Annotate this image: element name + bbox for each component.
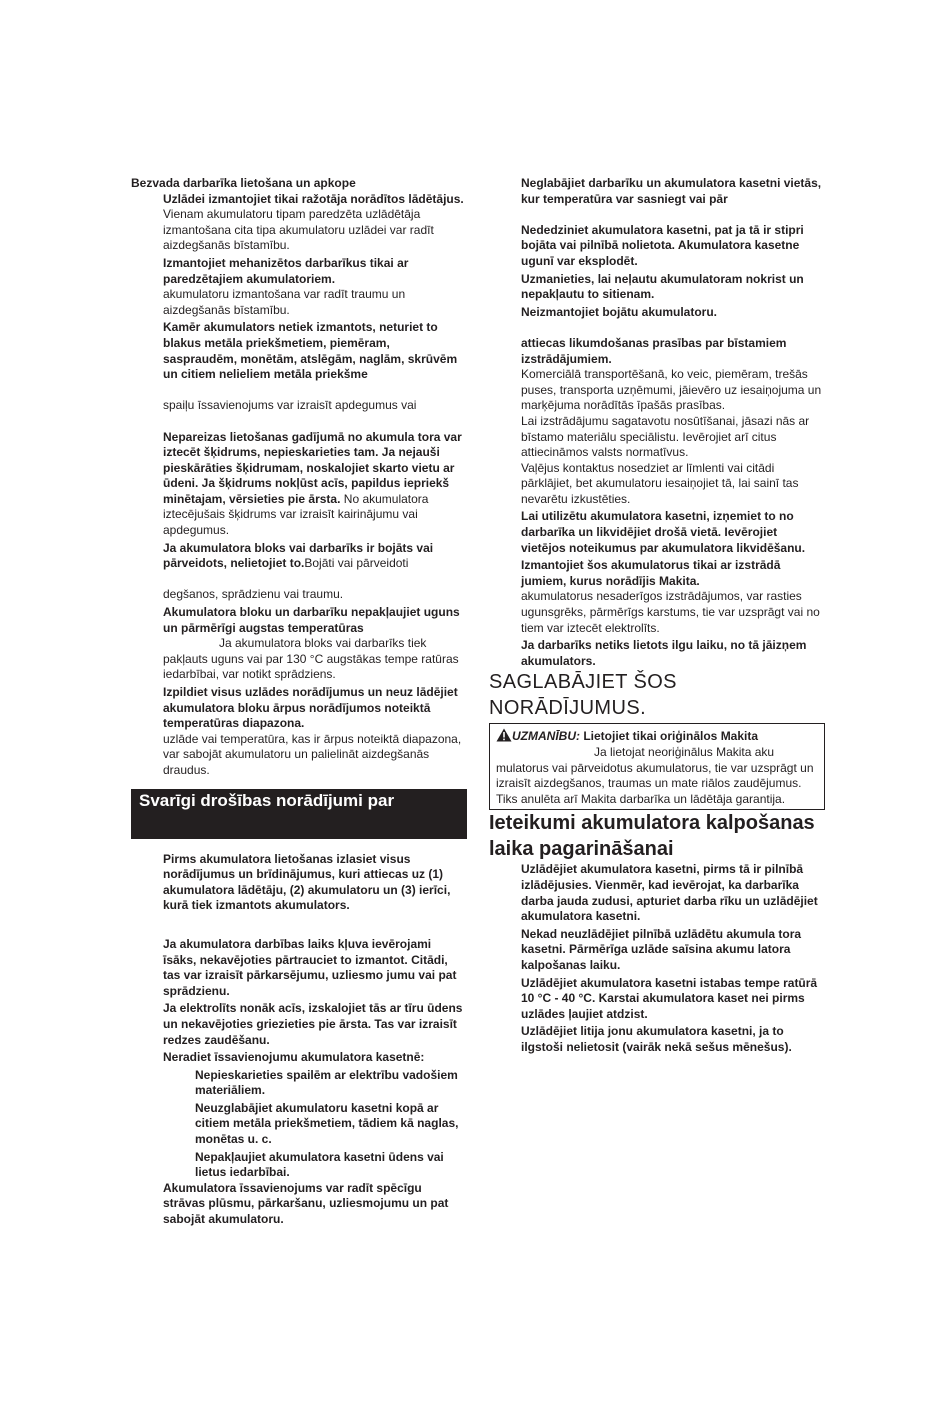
safety-banner: Svarīgi drošības norādījumi par: [131, 789, 467, 839]
paragraph-no-drop: Uzmanieties, lai neļautu akumulatoram nokrist un nepakļautu to sitienam.: [521, 271, 804, 302]
list-item: Neuzglabājiet akumulatoru kasetni kopā ar citiem metāla priekšmetiem, tādiem kā naglas, monētas u. c.: [195, 1100, 459, 1147]
tip-item: Uzlādējiet akumulatora kasetni, pirms tā ir pilnībā izlādējusies. Vienmēr, kad ievērojat, ka darbarīka darba jauda zudusi, apturiet darba rīku un uzlādējiet akumulatora kasetni.: [521, 862, 818, 924]
paragraph-makita-only: Izmantojiet šos akumulatorus tikai ar izstrādā jumiem, kurus norādījis Makita. akumulatorus nesaderīgos izstrādājumos, var rasties ugunsgrēks, pārmērīgs karstums, tie var uzsprāgt vai no tiem var iztecēt elektrolīts.: [521, 558, 820, 635]
tip-item: Uzlādējiet akumulatora kasetni istabas tempe ratūrā 10 °C - 40 °C. Karstai akumulatora kaset nei pirms uzlādes ļaujiet atdzist.: [521, 975, 818, 1021]
save-instructions-title: SAGLABĀJIET ŠOS NORĀDĪJUMUS.: [489, 671, 677, 720]
paragraph-short-circuit-effects: Akumulatora īssavienojums var radīt spēcīgu strāvas plūsmu, pārkaršanu, uzliesmojumu un pat sabojāt akumulatoru.: [163, 1180, 449, 1227]
paragraph-charger: Uzlādei izmantojiet tikai ražotāja norādītos lādētājus. Vienam akumulatoru tipam paredzēta uzlādētāja izmantošana cita tipa akumulatoru uzlādei var radīt aizdegšanās bīstamību.: [163, 191, 464, 253]
paragraph-damaged: Ja akumulatora bloks vai darbarīks ir bojāts vai pārveidots, nelietojiet to.Bojāti vai pārveidoti: [163, 540, 434, 571]
paragraph-operating-time: Ja akumulatora darbības laiks kļuva ievērojami īsāks, nekavējoties pārtrauciet to izmantot. Citādi, tas var izraisīt pārkarsējumu, uzliesmo jumu vai pat sprādzienu.: [163, 936, 457, 998]
paragraph-long-storage: Ja darbarīks netiks lietots ilgu laiku, no tā jāizņem akumulators.: [521, 638, 807, 668]
tip-item: Nekad neuzlādējiet pilnībā uzlādētu akumula tora kasetni. Pārmērīga uzlāde saīsina akumu latora kalpošanas laiku.: [521, 926, 802, 972]
paragraph-fire: Akumulatora bloku un darbarīku nepakļaujiet uguns un pārmērīgi augstas temperatūras Ja akumulatora bloks vai darbarīks tiek pakļauts uguns vai par 130 °C augstākas tempe ratūras iedarbībai, var notikt sprādziens.: [163, 605, 460, 682]
list-item: Nepakļaujiet akumulatora kasetni ūdens vai lietus iedarbībai.: [195, 1149, 444, 1180]
paragraph-shipping: Lai izstrādājumu sagatavotu nosūtīšanai, jāsazi nās ar bīstamo materiālu speciālistu. Ievērojiet arī citus attiecināmos valsts normatīvus.: [521, 413, 810, 460]
tip-item: Uzlādējiet litija jonu akumulatora kasetni, ja to ilgstoši nelietosit (vairāk nekā sešus mēnešus).: [521, 1024, 792, 1054]
paragraph-dangerous-goods: attiecas likumdošanas prasības par bīstamiem izstrādājumiem.: [521, 335, 787, 366]
caution-bold: Lietojiet tikai oriģinālos Makita: [580, 729, 759, 744]
paragraph-short-circuit: spaiļu īssavienojums var izraisīt apdegumus vai: [163, 398, 417, 413]
caution-word: UZMANĪBU:: [512, 729, 580, 744]
paragraph-no-short-circuit: Neradiet īssavienojumu akumulatora kasetnē:: [163, 1050, 425, 1065]
section-heading: Bezvada darbarīka lietošana un apkope: [131, 176, 356, 190]
paragraph-contacts: Vaļējus kontaktus nosedziet ar līmlenti vai citādi pārklājiet, bet akumulatoru iesaiņojiet tā, lai sainī tas nevarētu izkustēties.: [521, 460, 799, 506]
tips-title: Ieteikumi akumulatora kalpošanas laika pagarināšanai: [489, 812, 815, 861]
left-column: [131, 176, 467, 1228]
paragraph-metal-objects: Kamēr akumulators netiek izmantots, neturiet to blakus metāla priekšmetiem, piemēram, saspraudēm, monētām, atslēgām, naglām, skrūvēm un citiem nelieliem metāla priekšme: [163, 320, 458, 382]
list-item: Nepieskarieties spailēm ar elektrību vadošiem materiāliem.: [195, 1067, 458, 1098]
paragraph-liquid: Nepareizas lietošanas gadījumā no akumula tora var iztecēt šķidrums, nepieskarieties tam. Ja nejauši pieskārāties šķidrumam, noskalojiet skarto vietu ar ūdeni. Ja šķidrums nokļūst acīs, papildus iepriekš minētajam, vērsieties pie ārsta. No akumulatora iztecējušais šķidrums var izraisīt kairinājumu vai apdegumus.: [163, 429, 462, 538]
paragraph-transport: Komerciālā transportēšanā, ko veic, piemēram, trešās puses, transporta uzņēmumi, jāievēro uz iesaiņojuma un marķējuma norādītās īpašās prasības.: [521, 367, 822, 413]
warning-triangle-icon: [496, 728, 512, 742]
paragraph-disposal: Lai utilizētu akumulatora kasetni, izņemiet to no darbarīka un likvidējiet drošā vietā. Ievērojiet vietējos noteikumus par akumulatora likvidēšanu.: [521, 509, 806, 555]
paragraph-storage: Neglabājiet darbarīku un akumulatora kasetni vietās, kur temperatūra var sasniegt vai pār: [521, 176, 822, 206]
paragraph-no-burning: Nededziniet akumulatora kasetni, pat ja tā ir stipri bojāta vai pilnībā nolietota. Akumulatora kasetne ugunī var eksplodēt.: [521, 222, 804, 268]
right-column: [489, 176, 825, 1056]
paragraph-designated-batteries: Izmantojiet mehanizētos darbarīkus tikai ar paredzētajiem akumulatoriem. akumulatoru izmantošana var radīt traumu un aizdegšanās bīstamību.: [163, 255, 409, 317]
caution-text: Ja lietojat neoriģinālus Makita aku mulatorus vai pārveidotus akumulatorus, tie var uzsprāgt un izraisīt aizdegšanos, traumas un mate riālos zaudējumus. Tiks anulēta arī Makita darbarīka un lādētāja garantija.: [496, 745, 814, 806]
paragraph-read-instructions: Pirms akumulatora lietošanas izlasiet visus norādījumus un brīdinājumus, kuri attiecas uz (1) akumulatora lādētāju, (2) akumulatoru un (3) ierīci, kurā tiek izmantots akumulators.: [163, 851, 451, 913]
paragraph-no-damaged: Neizmantojiet bojātu akumulatoru.: [521, 304, 718, 319]
caution-box: [489, 723, 825, 810]
paragraph-charging-instructions: Izpildiet visus uzlādes norādījumus un neuz lādējiet akumulatora bloku ārpus norādījumos noteiktā temperatūras diapazona. uzlāde vai temperatūra, kas ir ārpus noteiktā diapazona, var sabojāt akumulatoru un palielināt aizdegšanās draudus.: [163, 685, 462, 777]
paragraph-electrolyte: Ja elektrolīts nonāk acīs, izskalojiet tās ar tīru ūdens un nekavējoties griezieties pie ārsta. Tas var izraisīt redzes zaudēšanu.: [163, 1001, 463, 1047]
paragraph-damaged-tail: degšanos, sprādzienu vai traumu.: [163, 587, 344, 602]
